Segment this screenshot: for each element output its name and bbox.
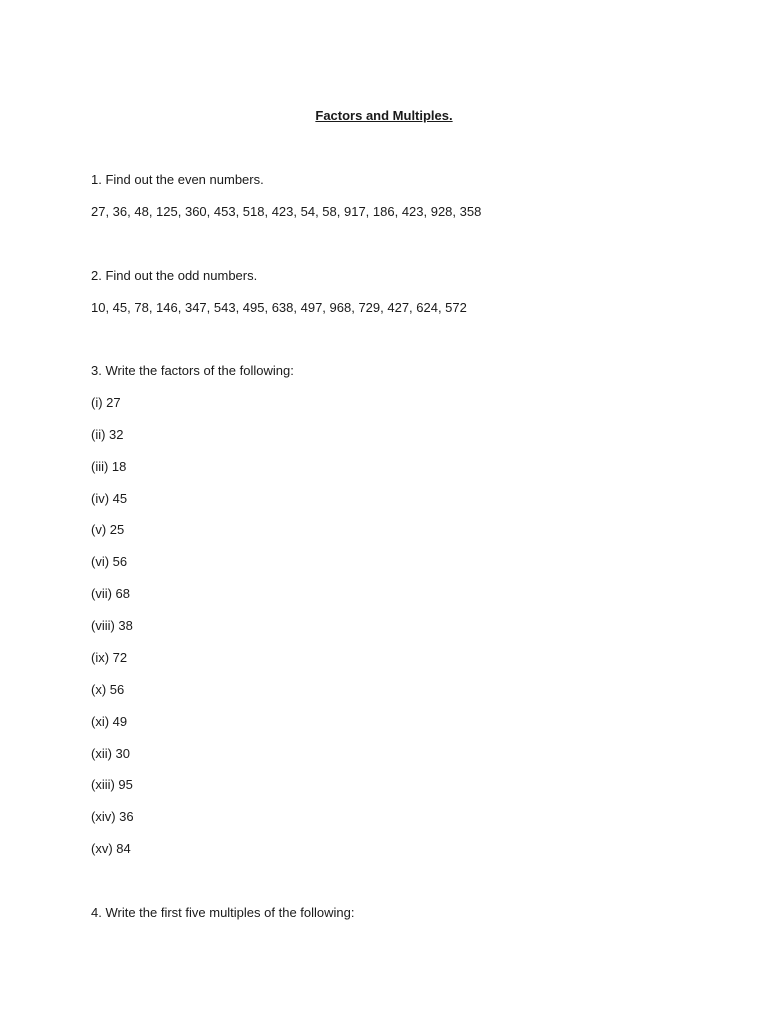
question-3-item: (iii) 18	[91, 459, 127, 474]
question-3-item: (v) 25	[91, 522, 125, 537]
question-3-item: (viii) 38	[91, 618, 133, 633]
question-1-prompt: 1. Find out the even numbers.	[91, 172, 264, 187]
question-3-item: (xi) 49	[91, 714, 128, 729]
question-3-item: (xiii) 95	[91, 777, 133, 792]
question-3-prompt: 3. Write the factors of the following:	[91, 363, 294, 378]
question-3-item: (i) 27	[91, 395, 121, 410]
question-3-item: (vi) 56	[91, 554, 128, 569]
question-3-item: (vii) 68	[91, 586, 131, 601]
question-4-prompt: 4. Write the first five multiples of the following:	[91, 905, 355, 920]
question-3-item: (xiv) 36	[91, 809, 134, 824]
question-1-numbers: 27, 36, 48, 125, 360, 453, 518, 423, 54, 58, 917, 186, 423, 928, 358	[91, 204, 482, 219]
question-3-item: (xii) 30	[91, 746, 131, 761]
question-2-numbers: 10, 45, 78, 146, 347, 543, 495, 638, 497, 968, 729, 427, 624, 572	[91, 300, 467, 315]
question-3-item: (xv) 84	[91, 841, 131, 856]
question-3-item: (ix) 72	[91, 650, 128, 665]
page-title: Factors and Multiples.	[315, 108, 453, 123]
question-3-item: (ii) 32	[91, 427, 124, 442]
question-3-item: (iv) 45	[91, 491, 128, 506]
question-2-prompt: 2. Find out the odd numbers.	[91, 268, 258, 283]
question-3-item: (x) 56	[91, 682, 125, 697]
